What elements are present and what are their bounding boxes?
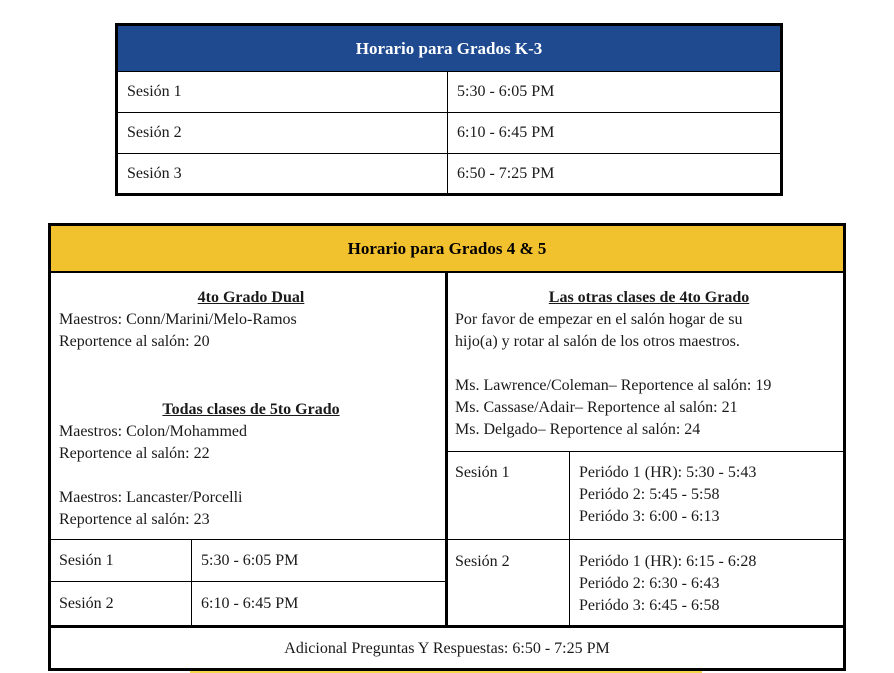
session-label: Sesión 1: [127, 83, 182, 100]
other-fourth-block: [455, 287, 843, 441]
right-session-periods: [579, 462, 756, 528]
period-2: Periódo 2: 5:45 - 5:58: [579, 486, 720, 503]
column-divider: [445, 273, 448, 626]
table-header-k3: Horario para Grados K-3: [118, 26, 780, 71]
fifth-teachers-2: Maestros: Lancaster/Porcelli: [59, 489, 243, 506]
teacher-line-2: Ms. Cassase/Adair– Reportence al salón: 21: [455, 399, 738, 416]
period-2: Periódo 2: 6:30 - 6:43: [579, 575, 720, 592]
fifth-teachers-1: Maestros: Colon/Mohammed: [59, 423, 247, 440]
dual-teachers: Maestros: Conn/Marini/Melo-Ramos: [59, 311, 297, 328]
row-divider: [51, 539, 445, 540]
row-divider: [448, 451, 843, 452]
period-3: Periódo 3: 6:45 - 6:58: [579, 597, 720, 614]
dual-room: Reportence al salón: 20: [59, 333, 210, 350]
period-1: Periódo 1 (HR): 5:30 - 5:43: [579, 464, 757, 481]
left-session-time: 5:30 - 6:05 PM: [201, 552, 299, 569]
others-line-1: Por favor de empezar en el salón hogar de su: [455, 311, 743, 328]
session-label: Sesión 2: [127, 124, 182, 141]
left-session-label: Sesión 2: [59, 595, 114, 612]
table-row: [118, 71, 780, 112]
footer-divider: [51, 625, 843, 628]
row-divider: [51, 581, 445, 582]
fifth-heading: Todas clases de 5to Grado: [162, 401, 340, 418]
table-row: [118, 112, 780, 153]
table-header-grades-4-5: Horario para Grados 4 & 5: [51, 226, 843, 273]
column-divider: [191, 539, 192, 626]
right-session-periods: [579, 551, 756, 617]
fifth-grade-block: [59, 399, 443, 531]
session-time: 6:10 - 6:45 PM: [457, 124, 555, 141]
footer-note: Adicional Preguntas Y Respuestas: 6:50 - 7:25 PM: [284, 640, 610, 657]
schedule-table-k3: [115, 23, 783, 196]
right-session-label: Sesión 2: [455, 553, 510, 570]
left-session-time: 6:10 - 6:45 PM: [201, 595, 299, 612]
dual-heading: 4to Grado Dual: [197, 289, 305, 306]
dual-block: [59, 287, 443, 353]
fifth-room-1: Reportence al salón: 22: [59, 445, 210, 462]
teacher-line-1: Ms. Lawrence/Coleman– Reportence al salón: 19: [455, 377, 772, 394]
session-label: Sesión 3: [127, 165, 182, 182]
teacher-line-3: Ms. Delgado– Reportence al salón: 24: [455, 421, 701, 438]
schedule-table-grades-4-5: [48, 223, 846, 671]
period-3: Periódo 3: 6:00 - 6:13: [579, 508, 720, 525]
left-session-label: Sesión 1: [59, 552, 114, 569]
session-time: 6:50 - 7:25 PM: [457, 165, 555, 182]
others-heading: Las otras clases de 4to Grado: [548, 289, 750, 306]
session-time: 5:30 - 6:05 PM: [457, 83, 555, 100]
table-row: [118, 153, 780, 194]
right-session-label: Sesión 1: [455, 464, 510, 481]
fifth-room-2: Reportence al salón: 23: [59, 511, 210, 528]
row-divider: [448, 539, 843, 540]
others-line-2: hijo(a) y rotar al salón de los otros maestros.: [455, 333, 740, 350]
period-1: Periódo 1 (HR): 6:15 - 6:28: [579, 553, 757, 570]
